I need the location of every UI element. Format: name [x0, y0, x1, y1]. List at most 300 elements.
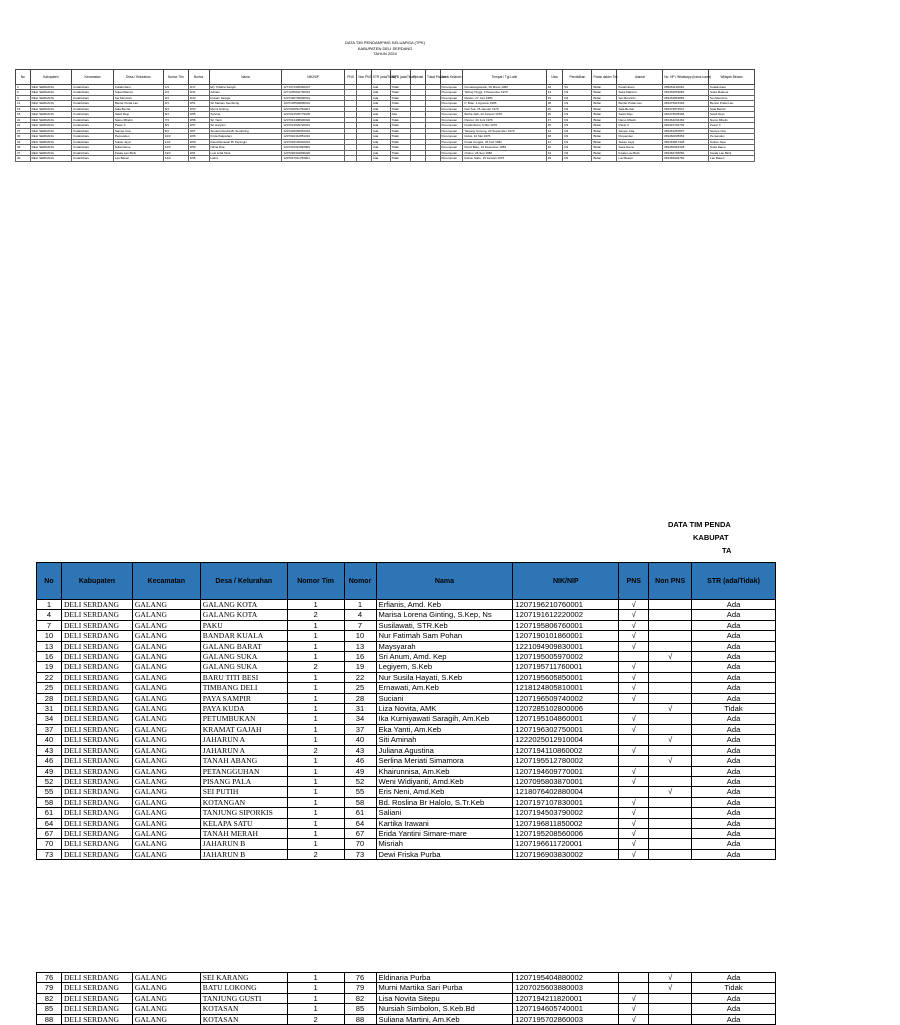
top-table-cell: 9/3	[163, 128, 188, 134]
top-table-cell: Bidan	[592, 101, 617, 107]
bottom-table-cell: 1	[287, 797, 344, 807]
bottom-table-cell: GALANG	[132, 828, 200, 838]
top-header-cell: NIK/NIP	[282, 69, 344, 84]
status-check-cell	[619, 704, 649, 714]
bottom-table-cell: 1207194605740001	[513, 1004, 619, 1014]
top-header-cell: Pendidikan	[563, 69, 592, 84]
status-check-cell: √	[619, 1004, 649, 1014]
top-table-cell: 3	[16, 84, 31, 90]
top-table-cell: Kwala Lau Bicik	[617, 150, 663, 156]
top-table-cell: 27	[16, 128, 31, 134]
status-check-cell: √	[649, 735, 692, 745]
top-table-cell: Medan, 27 Juni 1980	[463, 95, 546, 101]
bottom-header-cell: Nomor	[344, 563, 376, 600]
top-table-cell: Lau Bekeri	[113, 156, 163, 162]
bottom-title-line-3: TA	[722, 546, 732, 555]
bottom-table-cell: Legiyem, S.Keb	[376, 662, 513, 672]
bottom-table-row	[37, 610, 776, 620]
bottom-table-row	[37, 672, 776, 682]
bottom-table-row	[37, 756, 776, 766]
top-header-cell: Nama	[209, 69, 282, 84]
bottom-table-cell: 67	[37, 828, 62, 838]
status-check-cell	[619, 756, 649, 766]
bottom-table-cell: KOTANGAN	[200, 797, 287, 807]
bottom-table-cell: 40	[37, 735, 62, 745]
top-table-cell: Pasar X	[617, 123, 663, 129]
bottom-header-cell: No	[37, 563, 62, 600]
top-table-cell: 45	[546, 112, 563, 118]
top-title-line-3: TAHUN 2024	[373, 51, 397, 56]
bottom-table-cell: 49	[344, 766, 376, 776]
top-table-cell: 5/3	[163, 106, 188, 112]
status-check-cell	[649, 808, 692, 818]
top-table-cell: Sala Bentar	[709, 106, 755, 112]
status-check-cell: √	[619, 600, 649, 610]
bottom-table-cell: 10	[344, 631, 376, 641]
top-header-cell: Desa / Kelurahan	[113, 69, 163, 84]
top-table-cell: Bidan	[592, 84, 617, 90]
bottom-table-cell: 13	[37, 641, 62, 651]
top-table-cell: Kuala Cengke, 26 Feb 1982	[463, 139, 546, 145]
bottom-table-cell: Suliana Martini, Am.Keb	[376, 1014, 513, 1024]
top-table-cell: 42	[546, 84, 563, 90]
bottom-table-cell: Ada	[692, 776, 776, 786]
bottom-table-cell: GALANG	[132, 766, 200, 776]
bottom-table-cell: 1	[287, 600, 344, 610]
bottom-table-cell: TANJUNG SIPORKIS	[200, 808, 287, 818]
top-table-cell: Tidak	[390, 128, 411, 134]
bottom-table-cell: 22	[37, 672, 62, 682]
top-table-cell: 081262853883	[663, 95, 709, 101]
bottom-table-row	[37, 828, 776, 838]
top-table-cell: Ada	[371, 101, 390, 107]
top-table-cell: 3/58	[188, 117, 209, 123]
bottom-table-cell: 28	[344, 693, 376, 703]
top-table-cell: Kutalimbaru	[72, 95, 114, 101]
status-check-cell: √	[619, 662, 649, 672]
status-check-cell	[619, 787, 649, 797]
top-table-cell: D3	[563, 117, 592, 123]
bottom-table-cell: 7	[37, 620, 62, 630]
bottom-table-cell: DELI SERDANG	[61, 672, 132, 682]
bottom-document-title	[600, 518, 900, 557]
bottom-table-cell: DELI SERDANG	[61, 600, 132, 610]
bottom-title-line-2: KABUPAT	[693, 533, 729, 542]
top-header-cell: Pokdat	[411, 69, 426, 84]
bottom-table-cell: DELI SERDANG	[61, 1014, 132, 1024]
bottom-table-cell: 1	[287, 641, 344, 651]
bottom-header-cell: Kabupaten	[61, 563, 132, 600]
top-table-cell: Kutalimbaru	[72, 156, 114, 162]
status-check-cell: √	[619, 1014, 649, 1024]
top-table-cell: Bidan	[592, 90, 617, 96]
top-table-cell: Perempuan	[440, 95, 463, 101]
top-table-cell: Sri Mariani Sembiring	[209, 101, 282, 107]
bottom-table-cell: GALANG SUKA	[200, 662, 287, 672]
bottom-table-cell: 37	[344, 724, 376, 734]
status-check-cell: √	[619, 714, 649, 724]
bottom-table-cell: 1207095803870001	[513, 776, 619, 786]
bottom-table-cell: Siti Aminah	[376, 735, 513, 745]
bottom-table-cell: JAHARUN A	[200, 745, 287, 755]
bottom-table-cell: 76	[344, 973, 376, 983]
bottom-table-cell: KOTASAN	[200, 1014, 287, 1024]
status-check-cell: √	[619, 808, 649, 818]
bottom-table-cell: 79	[344, 983, 376, 993]
bottom-table-cell: JAHARUN B	[200, 849, 287, 859]
top-header-cell: Nomor Tim	[163, 69, 188, 84]
bottom-table-cell: PETUMBUKAN	[200, 714, 287, 724]
bottom-table-cell: 2	[287, 662, 344, 672]
top-table-cell: 1207034106910001	[282, 139, 344, 145]
top-table-cell: Sei Mencirim	[113, 95, 163, 101]
bottom-table-cell: 67	[344, 828, 376, 838]
status-check-cell: √	[619, 797, 649, 807]
bottom-table-cell: 28	[37, 693, 62, 703]
bottom-table-cell: DELI SERDANG	[61, 620, 132, 630]
top-table-cell: D3	[563, 123, 592, 129]
bottom-table-cell: GALANG	[132, 693, 200, 703]
bottom-table-cell: Ada	[692, 797, 776, 807]
bottom-table-cell: 1	[287, 704, 344, 714]
top-table-cell: Perempuan	[440, 134, 463, 140]
top-table-cell: Suka Makmur	[709, 90, 755, 96]
top-table-cell: Kutalimbaru	[72, 106, 114, 112]
top-table-cell: Perpanden	[617, 134, 663, 140]
status-check-cell	[619, 983, 649, 993]
bottom-table-cell: Erfianis, Amd. Keb	[376, 600, 513, 610]
top-table-cell: 3/57	[188, 123, 209, 129]
top-table-cell: Perpanden	[113, 134, 163, 140]
bottom-table-cell: GALANG	[132, 983, 200, 993]
top-table-cell: 081362653082	[663, 90, 709, 96]
bottom-table-row	[37, 1004, 776, 1014]
bottom-table-cell: 4	[344, 610, 376, 620]
top-table-cell: Tidak	[390, 117, 411, 123]
bottom-table-cell: 1207196302750001	[513, 724, 619, 734]
bottom-table-cell: 25	[37, 683, 62, 693]
bottom-table-cell: 58	[344, 797, 376, 807]
bottom-table-cell: 1207191612220002	[513, 610, 619, 620]
top-table-cell: Sampe Cita	[617, 128, 663, 134]
bottom-table-cell: DELI SERDANG	[61, 1004, 132, 1014]
bottom-table-cell: 76	[37, 973, 62, 983]
top-header-cell: Non PNS	[357, 69, 372, 84]
bottom-table-cell: DELI SERDANG	[61, 641, 132, 651]
top-table-cell: 3/69	[188, 139, 209, 145]
top-table-cell: Murni Ginting	[209, 106, 282, 112]
bottom-table-row	[37, 993, 776, 1003]
top-table-header-row	[16, 69, 755, 84]
bottom-table-cell: Nur Fatimah Sam Pohan	[376, 631, 513, 641]
top-table-cell: Ada	[371, 84, 390, 90]
bottom-table-cell: 2	[287, 849, 344, 859]
top-table-cell: Suka Makmur	[113, 90, 163, 96]
top-table-cell: Ada	[371, 112, 390, 118]
top-table-cell: Kutalimbaru	[72, 139, 114, 145]
bottom-table-cell: Ada	[692, 849, 776, 859]
bottom-data-table	[36, 562, 776, 860]
top-table-cell: Pucul Batu, 13 Desember 1983	[463, 145, 546, 151]
top-table-cell: 36	[16, 145, 31, 151]
top-header-cell: Wilayah Binaan	[709, 69, 755, 84]
bottom-table-cell: GALANG	[132, 652, 200, 662]
status-check-cell: √	[619, 620, 649, 630]
bottom-table-cell: DELI SERDANG	[61, 662, 132, 672]
status-check-cell	[649, 610, 692, 620]
top-table-cell: Kutalimbaru	[72, 112, 114, 118]
top-table-cell: Bidan	[592, 95, 617, 101]
bottom-table-cell: Ika Kurniyawati Saragih, Am.Keb	[376, 714, 513, 724]
bottom-table-cell: PAYA KUDA	[200, 704, 287, 714]
bottom-table-cell: DELI SERDANG	[61, 724, 132, 734]
top-table-cell: D3	[563, 106, 592, 112]
top-table-cell: Bentar Pudai Lau	[709, 101, 755, 107]
top-table-cell: 3/66	[188, 156, 209, 162]
top-table-cell: 30	[16, 134, 31, 140]
status-check-cell: √	[619, 828, 649, 838]
top-table-cell: Namo Mbelin	[113, 117, 163, 123]
top-table-cell: DELI SERDANG	[30, 101, 72, 107]
bottom-table-cell: 1	[287, 839, 344, 849]
bottom-table-row	[37, 631, 776, 641]
status-check-cell	[649, 766, 692, 776]
top-table-cell: Ada	[371, 117, 390, 123]
top-table-cell: Sawit Rejo	[709, 112, 755, 118]
bottom-table-cell: 1207195806760001	[513, 620, 619, 630]
bottom-table-cell: Kartika Irawani	[376, 818, 513, 828]
bottom-table-cell: DELI SERDANG	[61, 714, 132, 724]
bottom-table-cell: 55	[344, 787, 376, 797]
bottom-table-cell: 55	[37, 787, 62, 797]
bottom-table-row	[37, 652, 776, 662]
top-table-cell: Bidan	[592, 112, 617, 118]
bottom-table-cell: 1	[287, 1004, 344, 1014]
top-table-cell: Sri Haryani	[209, 123, 282, 129]
bottom-table-cell: 1207190101860001	[513, 631, 619, 641]
bottom-table-cell: DELI SERDANG	[61, 787, 132, 797]
top-table-cell: 6	[16, 90, 31, 96]
bottom-table-row	[37, 1014, 776, 1024]
bottom-table-cell: PAKU	[200, 620, 287, 630]
bottom-table-cell: 4	[37, 610, 62, 620]
top-table-cell: 33	[16, 139, 31, 145]
top-table-cell: Berba Jadi, 23 Januari 1979	[463, 112, 546, 118]
bottom-table-cell: 1	[287, 735, 344, 745]
bottom-table-cell: 2	[287, 610, 344, 620]
bottom-table-cell: DELI SERDANG	[61, 704, 132, 714]
bottom-table-cell: GALANG	[132, 600, 200, 610]
top-table-cell: 24	[16, 123, 31, 129]
bottom-table-cell: 1	[37, 600, 62, 610]
bottom-table-cell: DELI SERDANG	[61, 818, 132, 828]
bottom-table-cell: DELI SERDANG	[61, 993, 132, 1003]
bottom-table-cell: GALANG KOTA	[200, 600, 287, 610]
bottom-table-cell: 1	[287, 620, 344, 630]
bottom-table-cell: 1	[344, 600, 376, 610]
top-table-cell: Tidak	[390, 90, 411, 96]
bottom-table-row	[37, 973, 776, 983]
bottom-table-cell: Nur Susila Hayati, S.Keb	[376, 672, 513, 682]
bottom-table-cell: 1207195404880002	[513, 973, 619, 983]
bottom-table-cell: DELI SERDANG	[61, 693, 132, 703]
top-table-cell: D3	[563, 128, 592, 134]
bottom-table-cell: GALANG	[132, 1014, 200, 1024]
top-table-cell: Tebing Tinggi, 2 Desember 1979	[463, 90, 546, 96]
top-table-cell: Frida Pakpahan	[209, 134, 282, 140]
top-table-cell: Nilma Rita	[209, 145, 282, 151]
bottom-header-cell: Non PNS	[649, 563, 692, 600]
bottom-table-cell: PAYA SAMPIR	[200, 693, 287, 703]
bottom-table-cell: 64	[37, 818, 62, 828]
bottom-table-cell: 19	[37, 662, 62, 672]
top-table-cell: 1271674305960007	[282, 84, 344, 90]
bottom-table-cell: Ada	[692, 1004, 776, 1014]
status-check-cell: √	[619, 693, 649, 703]
top-table-cell: D3	[563, 134, 592, 140]
status-check-cell: √	[619, 776, 649, 786]
top-table-cell: Perempuan	[440, 156, 463, 162]
top-table-cell: Perempuan	[440, 145, 463, 151]
top-table-cell: Sukau Jaya	[113, 139, 163, 145]
top-header-cell: No. HP / Whatsapp (harus suma)	[663, 69, 709, 84]
top-table-cell: 1207032412851010	[282, 134, 344, 140]
bottom-table-cell: 61	[344, 808, 376, 818]
bottom-table-cell: 1207195104860001	[513, 714, 619, 724]
top-table-cell: DELI SERDANG	[30, 84, 72, 90]
bottom-table-cell: Ada	[692, 839, 776, 849]
top-table-cell: 38	[546, 101, 563, 107]
bottom-table-cell: 1	[287, 714, 344, 724]
top-table-cell: 081364204463	[663, 117, 709, 123]
bottom-table-cell: Ada	[692, 641, 776, 651]
top-table-cell: 21	[16, 117, 31, 123]
bottom-table-cell: 34	[344, 714, 376, 724]
bottom-table-cell: 52	[37, 776, 62, 786]
bottom-table-cell: Maysyarah	[376, 641, 513, 651]
bottom-table-cell: BANDAR KUALA	[200, 631, 287, 641]
top-table-cell: 081376535306	[663, 112, 709, 118]
bottom-table-cell: 1	[287, 693, 344, 703]
bottom-table-cell: 79	[37, 983, 62, 993]
bottom-table-cell: 1207196210760001	[513, 600, 619, 610]
status-check-cell	[649, 693, 692, 703]
bottom-table-cell: 61	[37, 808, 62, 818]
bottom-table-cell: PETANGGUHAN	[200, 766, 287, 776]
top-table-cell: 45	[546, 123, 563, 129]
top-table-cell: Tidak	[390, 150, 411, 156]
bottom-table-cell: DELI SERDANG	[61, 973, 132, 983]
bottom-data-table-continued	[36, 972, 776, 1025]
top-table-cell: 081376915393	[663, 101, 709, 107]
bottom-table-cell: BARU TITI BESI	[200, 672, 287, 682]
bottom-table-cell: 1	[287, 776, 344, 786]
bottom-table-cell: 49	[37, 766, 62, 776]
bottom-table-cell: 43	[344, 745, 376, 755]
top-table-cell: 12/3	[163, 145, 188, 151]
bottom-table-cell: DELI SERDANG	[61, 983, 132, 993]
bottom-table-row	[37, 818, 776, 828]
top-table-cell: Pancur, 20 Juni 1976	[463, 117, 546, 123]
bottom-table-cell: Ada	[692, 724, 776, 734]
top-table-cell: Sawit Rejo	[113, 112, 163, 118]
top-table-cell: Kutalimbaru, 6 Mei 1979	[463, 123, 546, 129]
top-table-cell: Kutalimbaru	[72, 134, 114, 140]
bottom-table-cell: 58	[37, 797, 62, 807]
top-table-cell: Tidak	[390, 145, 411, 151]
top-table-cell: P. Brau, 4 Agustus 1985	[463, 101, 546, 107]
bottom-table-cell: 1207194503790002	[513, 808, 619, 818]
top-table-cell: 1207135509800001	[282, 101, 344, 107]
bottom-table-cell: 85	[37, 1004, 62, 1014]
top-table-cell	[411, 156, 426, 162]
top-table-cell: 47	[546, 117, 563, 123]
bottom-table-cell: Murni Martika Sari Purba	[376, 983, 513, 993]
top-header-cell: Posisi dalam Tim	[592, 69, 617, 84]
top-table-cell: 1207014408900002	[282, 117, 344, 123]
bottom-table-cell: 1	[287, 808, 344, 818]
top-table-cell: 44	[546, 128, 563, 134]
top-table-cell: Perempuan	[440, 128, 463, 134]
top-table-cell: 14/3	[163, 156, 188, 162]
bottom-table-cell: GALANG	[132, 683, 200, 693]
status-check-cell: √	[619, 672, 649, 682]
top-table-cell: Kutalimbaru	[72, 145, 114, 151]
bottom-table-cell: DELI SERDANG	[61, 839, 132, 849]
bottom-table-cell: 1207196811850002	[513, 818, 619, 828]
top-table-cell: Perempuan	[440, 90, 463, 96]
bottom-table-row	[37, 693, 776, 703]
top-table-cell: Tidak	[390, 106, 411, 112]
top-table-cell: Kutalimbaru	[72, 90, 114, 96]
bottom-table-row	[37, 683, 776, 693]
top-table-cell: Namo Mbelin	[617, 117, 663, 123]
top-table-cell: Bidan	[592, 150, 617, 156]
bottom-table-cell: GALANG	[132, 756, 200, 766]
bottom-table-cell: DELI SERDANG	[61, 735, 132, 745]
top-table-cell	[425, 156, 440, 162]
bottom-table-cell: TANJUNG GUSTI	[200, 993, 287, 1003]
top-table-cell: Kutalimbaru	[72, 117, 114, 123]
top-table-cell: Kebun Sabu, 19 Januari 1975	[463, 156, 546, 162]
bottom-table-cell: 40	[344, 735, 376, 745]
top-table-cell: Kutalimbaru	[113, 84, 163, 90]
top-table-cell: Tidak	[390, 95, 411, 101]
top-table-cell: Ada	[371, 123, 390, 129]
bottom-table-row	[37, 849, 776, 859]
top-table-cell: Sukau Jaya	[709, 139, 755, 145]
bottom-table-cell: GALANG	[132, 620, 200, 630]
top-table-cell: D3	[563, 112, 592, 118]
bottom-table-cell: 88	[344, 1014, 376, 1024]
top-table-cell: D3	[563, 95, 592, 101]
top-table-cell: Perempuan	[440, 84, 463, 90]
bottom-table-cell: Serlina Meriati Simamora	[376, 756, 513, 766]
top-table-cell: Ada	[371, 150, 390, 156]
top-table-cell: Ada	[371, 128, 390, 134]
bottom-table-cell: 1207194211820001	[513, 993, 619, 1003]
status-check-cell: √	[619, 683, 649, 693]
bottom-table-cell: GALANG	[132, 745, 200, 755]
bottom-table-cell: 82	[344, 993, 376, 1003]
bottom-table-cell: GALANG	[132, 808, 200, 818]
top-header-cell: Nomor	[188, 69, 209, 84]
bottom-table-row	[37, 724, 776, 734]
bottom-table-cell: Tidak	[692, 983, 776, 993]
bottom-table-cell: DELI SERDANG	[61, 808, 132, 818]
top-table-cell: 1207012505779000	[282, 112, 344, 118]
bottom-table-cell: 1	[287, 787, 344, 797]
